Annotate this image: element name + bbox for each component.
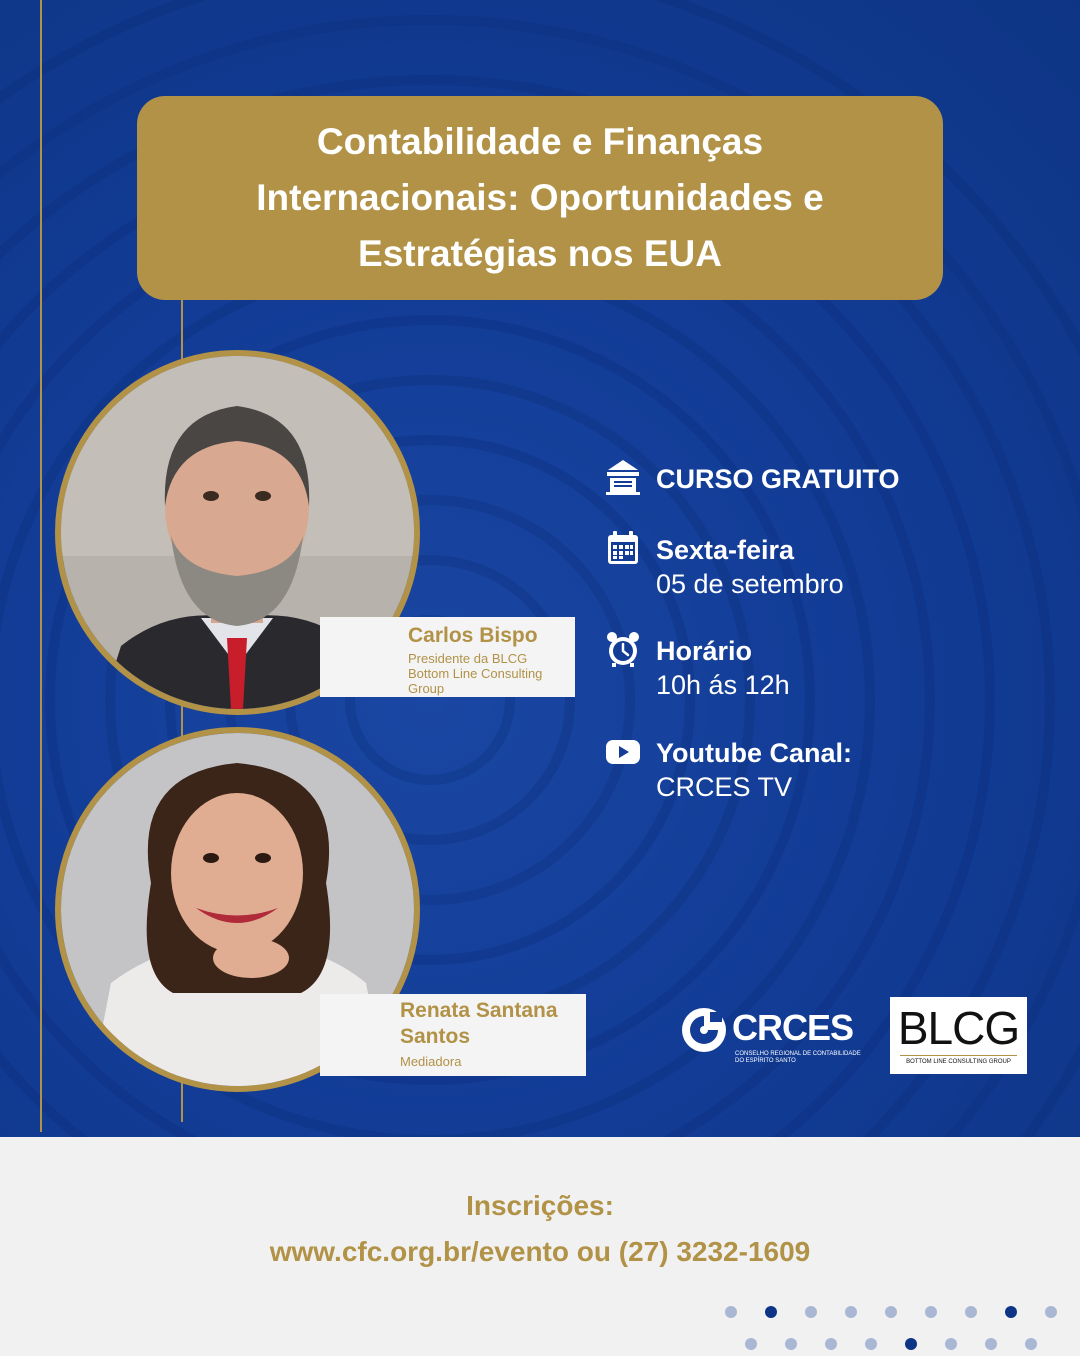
decorative-dot	[1045, 1306, 1057, 1318]
gold-divider-line	[40, 0, 42, 1132]
blcg-tagline: BOTTOM LINE CONSULTING GROUP	[906, 1059, 1011, 1065]
decorative-dot	[745, 1338, 757, 1350]
decorative-dot	[985, 1338, 997, 1350]
crces-logo	[680, 1006, 861, 1068]
speaker-company: Bottom Line Consulting Group	[408, 666, 543, 696]
youtube-icon[interactable]	[604, 732, 642, 770]
speaker-card-renata	[320, 994, 586, 1076]
blcg-logo	[890, 997, 1027, 1074]
course-building-icon	[604, 458, 642, 496]
decorative-dot	[825, 1338, 837, 1350]
decorative-dot	[905, 1338, 917, 1350]
speaker-role: Presidente da BLCG	[408, 651, 528, 666]
time-label: Horário	[656, 636, 753, 666]
info-channel[interactable]	[604, 736, 852, 804]
decorative-dot	[885, 1306, 897, 1318]
blcg-name: BLCG	[897, 1002, 1020, 1054]
date-value: 05 de setembro	[656, 569, 844, 599]
decorative-dot	[1025, 1338, 1037, 1350]
info-date	[604, 533, 844, 601]
info-time	[604, 634, 790, 702]
registration-contact[interactable]: www.cfc.org.br/evento ou (27) 3232-1609	[269, 1236, 811, 1267]
decorative-dot	[865, 1338, 877, 1350]
decorative-dot	[925, 1306, 937, 1318]
decorative-dot	[805, 1306, 817, 1318]
speaker-role: Mediadora	[400, 1054, 462, 1069]
date-weekday: Sexta-feira	[656, 535, 795, 565]
channel-value[interactable]: CRCES TV	[656, 772, 793, 802]
crces-emblem-icon	[680, 1006, 728, 1054]
calendar-icon	[604, 529, 642, 567]
decorative-dot	[945, 1338, 957, 1350]
decorative-dot	[845, 1306, 857, 1318]
course-label: CURSO GRATUITO	[656, 464, 900, 494]
decorative-dot	[965, 1306, 977, 1318]
info-course	[604, 462, 900, 496]
decorative-dot	[1005, 1306, 1017, 1318]
event-title: Contabilidade e Finanças Internacionais: Oportunidades e Estratégias nos EUA	[256, 121, 824, 274]
channel-label: Youtube Canal:	[656, 738, 853, 768]
registration-label: Inscrições:	[466, 1190, 614, 1221]
decorative-dot	[725, 1306, 737, 1318]
speaker-name: Renata Santana Santos	[400, 999, 558, 1048]
speaker-name: Carlos Bispo	[408, 624, 538, 647]
alarm-clock-icon	[604, 630, 642, 668]
crces-tagline-2: DO ESPÍRITO SANTO	[735, 1058, 796, 1064]
crces-name: CRCES	[732, 1007, 854, 1048]
title-banner	[137, 96, 943, 300]
time-value: 10h ás 12h	[656, 670, 790, 700]
crces-tagline: CONSELHO REGIONAL DE CONTABILIDADE	[735, 1051, 861, 1057]
speaker-card-carlos	[320, 617, 575, 697]
decorative-dot	[785, 1338, 797, 1350]
decorative-dot	[765, 1306, 777, 1318]
